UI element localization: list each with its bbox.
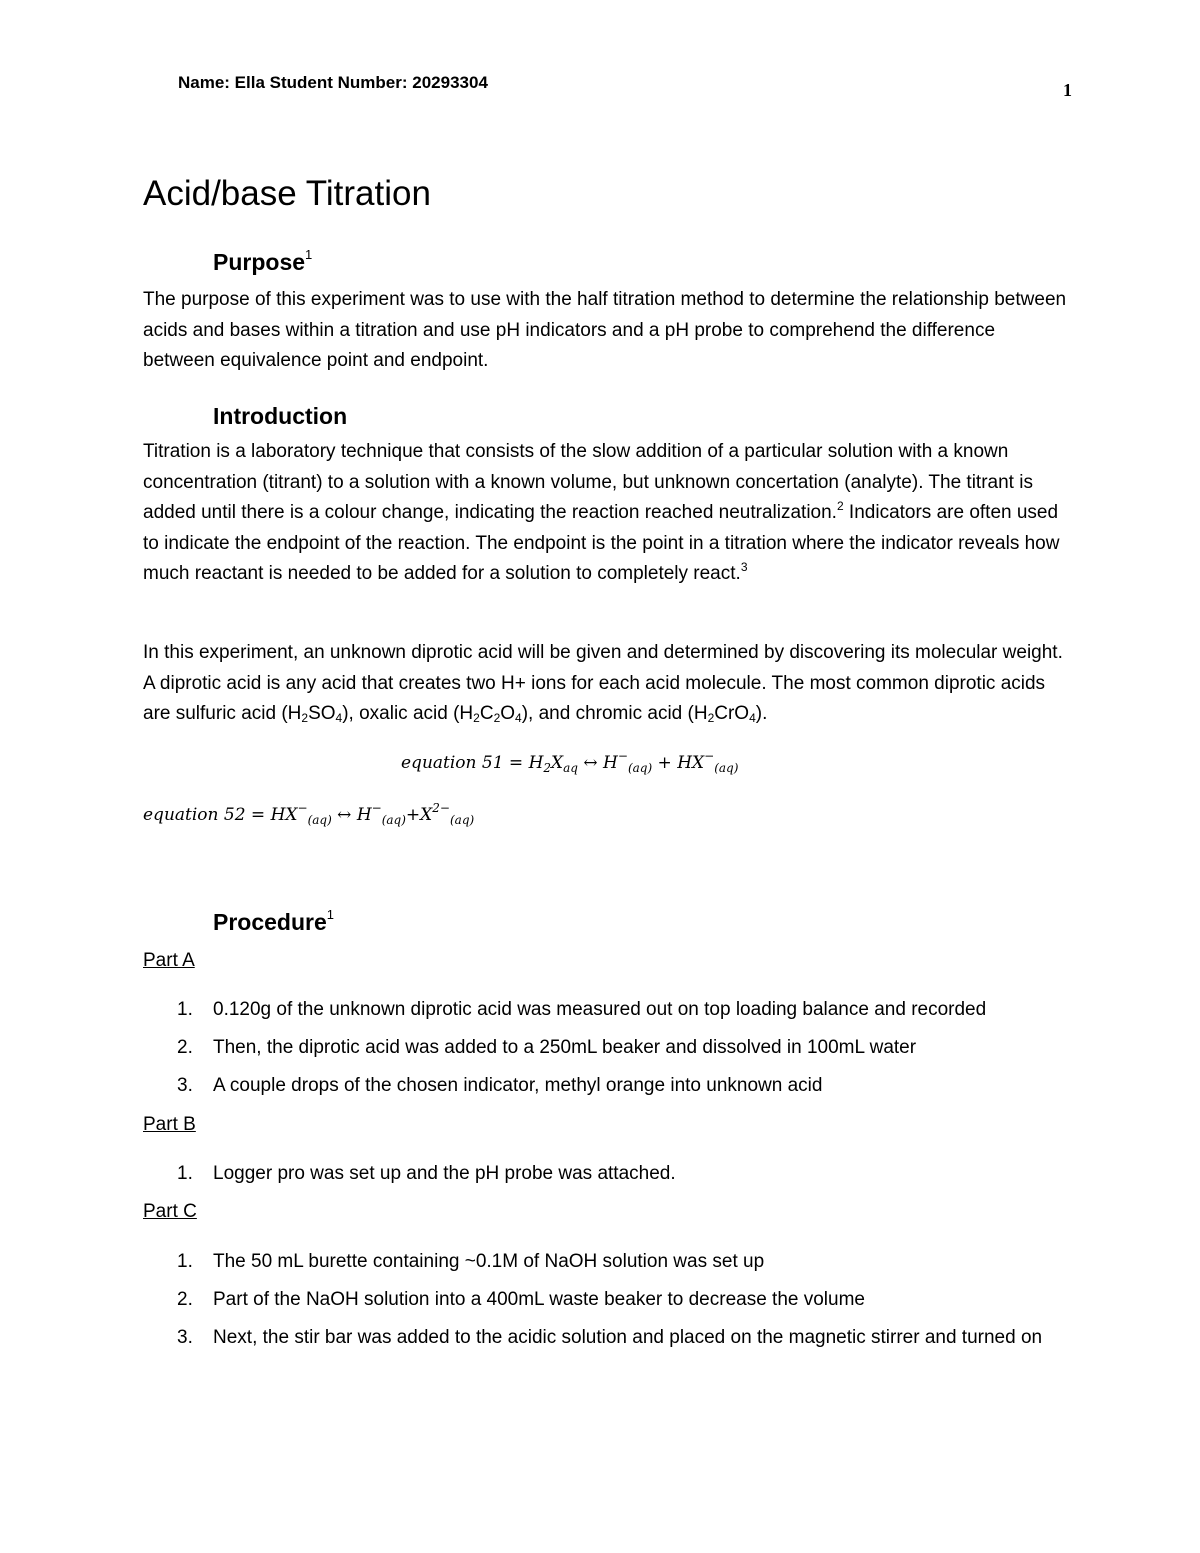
equation-text: ↔ H [331,805,372,825]
equation-text: +X [405,805,433,825]
intro-p2-text: ), oxalic acid (H [342,703,474,724]
list-item [143,995,1068,1026]
procedure-heading-text: Procedure [213,909,327,935]
procedure-footnote-ref: 1 [326,907,334,923]
superscript: − [371,801,382,815]
intro-p2-text: O [500,703,516,724]
list-spacer [143,1316,1068,1324]
list-spacer [143,1064,1068,1072]
list-number: 1. [177,999,193,1020]
list-number: 2. [177,1289,193,1310]
superscript: − [704,749,715,763]
part-a-label: Part A [143,950,195,971]
subscript: (aq) [381,813,406,827]
intro-p1-text-a: Titration is a laboratory technique that consists of the slow addition of a particular solution with a known concentration (titrant) to a solution with a known volume, but unknown concertation (analyte). The titrant is added until there is a colour change, indicating the reaction reached neutralization. [143,441,1033,523]
superscript: − [297,801,308,815]
list-item-text: Next, the stir bar was added to the acidic solution and placed on the magnetic stirrer and turned on [213,1327,1043,1348]
student-name-line: Name: Ella Student Number: 20293304 [178,73,488,92]
subscript: 4 [749,711,756,725]
list-spacer [143,1026,1068,1034]
list-item [143,1033,1068,1064]
subscript: 2 [473,711,480,725]
list-item [143,1285,1068,1316]
part-a-list [143,995,1068,1102]
subscript: (aq) [714,761,739,775]
footnote-ref-2: 2 [836,499,844,513]
equation-text: equation 51 = H [401,753,544,773]
subscript: 2 [493,711,501,725]
list-item-text: A couple drops of the chosen indicator, methyl orange into unknown acid [213,1075,823,1096]
superscript: 2− [432,801,450,815]
part-c-list [143,1247,1068,1354]
list-item [143,1323,1068,1354]
list-item [143,1159,1068,1190]
intro-p2-text: CrO [714,703,750,724]
list-number: 2. [177,1037,193,1058]
equation-text: + HX [652,753,705,773]
purpose-paragraph: The purpose of this experiment was to use with the half titration method to determine the relationship between acids and bases within a titration and use pH indicators and a pH probe to comprehend the difference between equivalence point and endpoint. [143,289,1067,371]
list-item-text: Logger pro was set up and the pH probe was attached. [213,1163,676,1184]
subscript: 2 [707,711,715,725]
part-b-list [143,1159,1068,1190]
list-item-text: Then, the diprotic acid was added to a 250mL beaker and dissolved in 100mL water [213,1037,917,1058]
subscript: (aq) [307,813,332,827]
subscript: aq [563,761,578,775]
intro-p2-text: ). [755,703,768,724]
equation-text: X [551,753,564,773]
purpose-heading-text: Purpose [213,249,306,275]
page-number: 1 [1063,80,1072,100]
list-number: 3. [177,1075,193,1096]
subscript: 2 [301,711,309,725]
introduction-paragraph-2 [143,638,1068,730]
intro-p1-text-b: Indicators are often used to indicate the endpoint of the reaction. The endpoint is the point in a titration where the indicator reveals how much reactant is needed to be added for a solution to completely react. [143,502,1060,584]
intro-p2-text-a: In this experiment, an unknown diprotic acid will be given and determined by discovering its molecular weight. A diprotic acid is any acid that creates two H+ ions for each acid molecule. The most common diprotic acids are sulfuric acid (H [143,642,1063,724]
part-c-label: Part C [143,1201,197,1222]
superscript: − [617,749,628,763]
part-b-label: Part B [143,1114,196,1135]
equation-text: ↔ H [578,753,618,773]
subscript: (aq) [449,813,475,827]
intro-p2-text: ), and chromic acid (H [521,703,708,724]
subscript: 4 [515,711,522,725]
subscript: (aq) [627,761,653,775]
list-item-text: 0.120g of the unknown diprotic acid was measured out on top loading balance and recorded [213,999,987,1020]
list-number: 1. [177,1251,193,1272]
equation-text: equation 52 = HX [143,805,298,825]
introduction-heading: Introduction [213,403,348,429]
list-number: 1. [177,1163,193,1184]
intro-p2-text: C [479,703,494,724]
document-title: Acid/base Titration [143,174,431,213]
equation-52 [143,801,475,827]
equation-51 [401,749,739,775]
intro-p2-text: SO [308,703,336,724]
footnote-ref-3: 3 [740,560,748,574]
subscript: 2 [543,761,552,775]
list-item-text: Part of the NaOH solution into a 400mL waste beaker to decrease the volume [213,1289,865,1310]
list-number: 3. [177,1327,193,1348]
subscript: 4 [335,711,343,725]
list-spacer [143,1278,1068,1286]
list-item-text: The 50 mL burette containing ~0.1M of NaOH solution was set up [213,1251,765,1272]
procedure-heading [213,909,334,936]
purpose-heading [213,249,312,276]
introduction-paragraph-1 [143,437,1068,590]
list-item [143,1071,1068,1102]
purpose-footnote-ref: 1 [305,247,313,263]
list-item [143,1247,1068,1278]
